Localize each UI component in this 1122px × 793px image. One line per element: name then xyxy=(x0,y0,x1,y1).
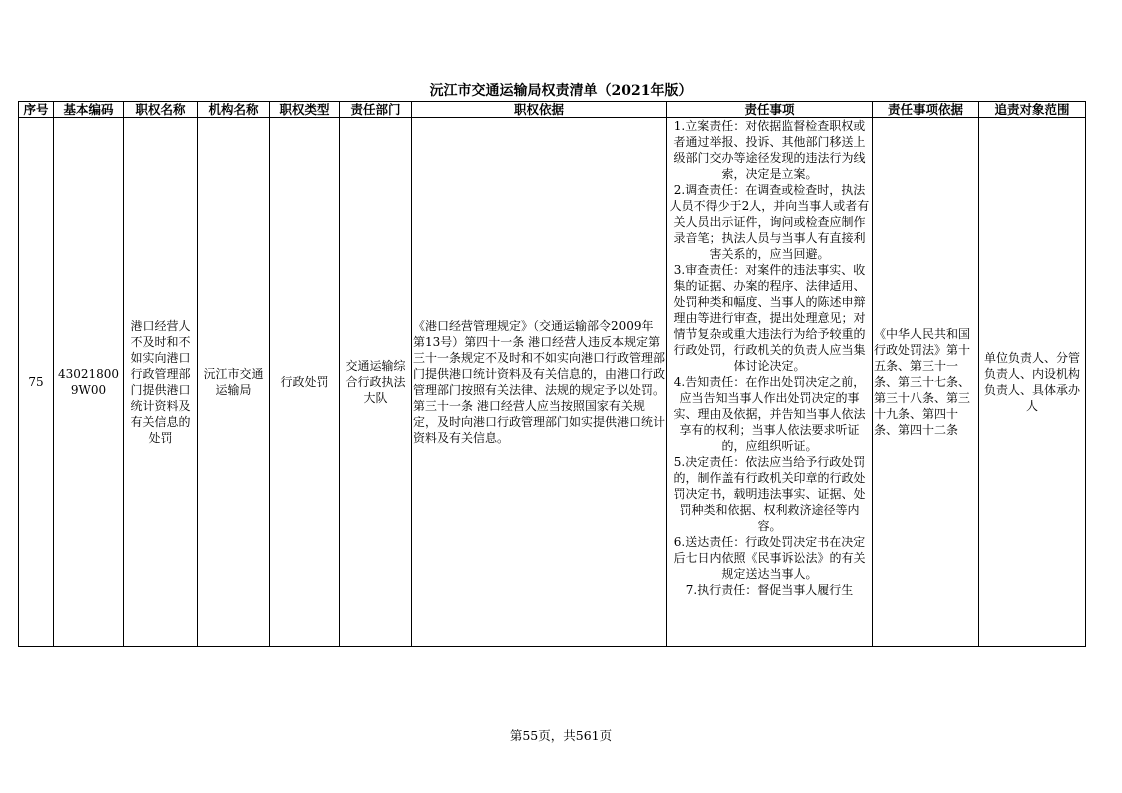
duty-item: 7.执行责任：督促当事人履行生 xyxy=(685,583,854,597)
duty-item: 1.立案责任：对依据监督检查职权或者通过举报、投诉、其他部门移送上级部门交办等途径发现的违法行为线索，决定是立案。 xyxy=(673,119,866,181)
power-list-table xyxy=(18,101,1086,647)
cell-department: 交通运输综合行政执法大队 xyxy=(340,118,412,647)
header-basis: 职权依据 xyxy=(412,102,667,118)
cell-basis: 《港口经营管理规定》（交通运输部令2009年第13号）第四十一条 港口经营人违反本规定第三十一条规定不及时和不如实向港口行政管理部门提供港口统计资料及有关信息的，由港口行政管理部门按照有关法律、法规的规定予以处罚。第三十一条 港口经营人应当按照国家有关规定，及时向港口行政管理部门如实提供港口统计资料及有关信息。 xyxy=(412,118,667,647)
cell-code: 430218009W00 xyxy=(54,118,124,647)
cell-duty-basis: 《中华人民共和国行政处罚法》第十五条、第三十一条、第三十七条、第三十八条、第三十九条、第四十条、第四十二条 xyxy=(873,118,979,647)
cell-power-type: 行政处罚 xyxy=(270,118,340,647)
cell-power-name: 港口经营人不及时和不如实向港口行政管理部门提供港口统计资料及有关信息的处罚 xyxy=(124,118,198,647)
duty-item: 4.告知责任：在作出处罚决定之前，应当告知当事人作出处罚决定的事实、理由及依据，并告知当事人依法享有的权利；当事人依法要求听证的，应组织听证。 xyxy=(673,375,866,453)
table-row xyxy=(19,118,1086,647)
cell-org-name: 沅江市交通运输局 xyxy=(198,118,270,647)
header-duty-basis: 责任事项依据 xyxy=(873,102,979,118)
document-title: 沅江市交通运输局权责清单（2021年版） xyxy=(429,83,693,99)
header-code: 基本编码 xyxy=(54,102,124,118)
duty-item: 6.送达责任：行政处罚决定书在决定后七日内依照《民事诉讼法》的有关规定送达当事人。 xyxy=(673,535,866,581)
header-index: 序号 xyxy=(19,102,54,118)
cell-accountability: 单位负责人、分管负责人、内设机构负责人、具体承办人 xyxy=(979,118,1086,647)
duty-item: 5.决定责任：依法应当给予行政处罚的，制作盖有行政机关印章的行政处罚决定书，载明违法事实、证据、处罚种类和依据、权利救济途径等内容。 xyxy=(673,455,866,533)
header-org-name: 机构名称 xyxy=(198,102,270,118)
header-power-type: 职权类型 xyxy=(270,102,340,118)
duty-item: 3.审查责任：对案件的违法事实、收集的证据、办案的程序、法律适用、处罚种类和幅度、当事人的陈述申辩理由等进行审查，提出处理意见；对情节复杂或重大违法行为给予较重的行政处罚，行政机关的负责人应当集体讨论决定。 xyxy=(673,263,866,373)
cell-index: 75 xyxy=(19,118,54,647)
table-header-row xyxy=(19,102,1086,118)
page-number: 第55页，共561页 xyxy=(509,728,613,743)
header-power-name: 职权名称 xyxy=(124,102,198,118)
cell-duties xyxy=(667,118,873,647)
header-duties: 责任事项 xyxy=(667,102,873,118)
header-department: 责任部门 xyxy=(340,102,412,118)
header-accountability: 追责对象范围 xyxy=(979,102,1086,118)
duty-item: 2.调查责任：在调查或检查时，执法人员不得少于2人，并向当事人或者有关人员出示证件，询问或检查应制作录音笔；执法人员与当事人有直接利害关系的，应当回避。 xyxy=(669,183,870,261)
